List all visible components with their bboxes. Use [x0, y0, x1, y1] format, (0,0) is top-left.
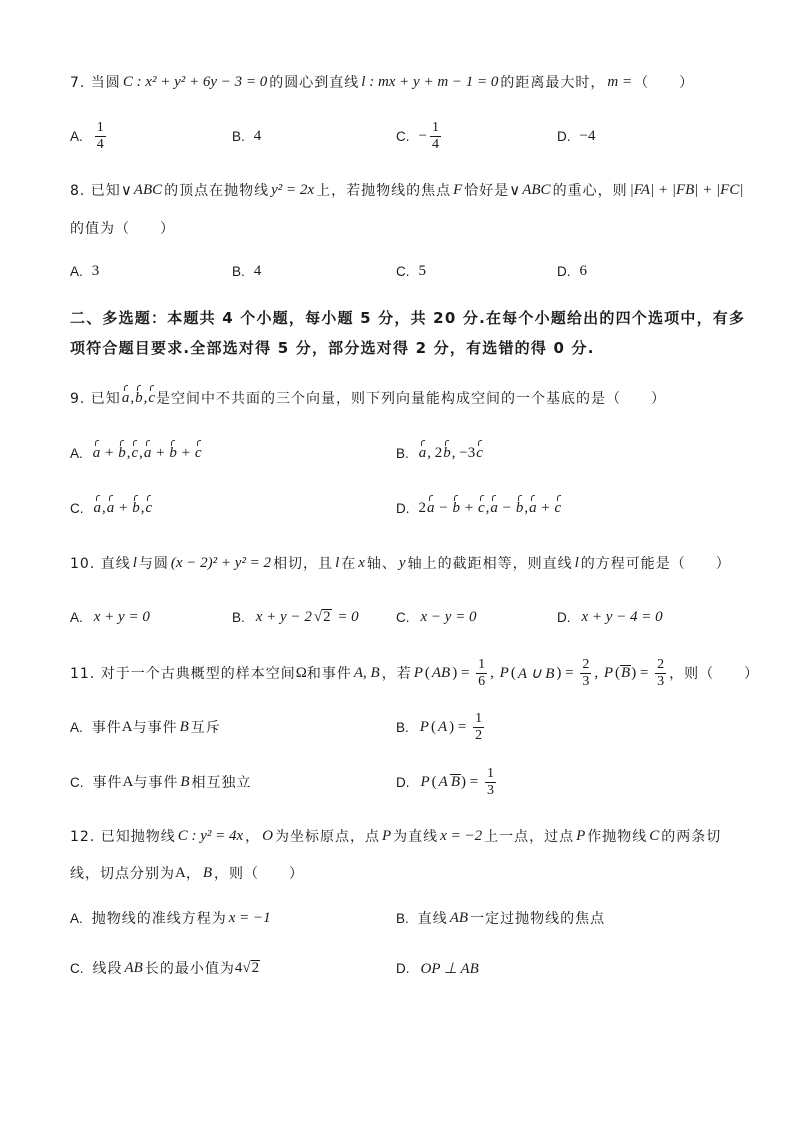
fraction-denominator: 4: [431, 136, 439, 152]
math-expression: = 0: [333, 608, 359, 625]
text-run: 的值为（ ）: [70, 221, 175, 237]
math-symbol: ,: [140, 499, 145, 516]
math-expression: l: [132, 554, 137, 571]
option-content: [92, 908, 273, 928]
math-expression: x = −2: [440, 827, 483, 844]
math-symbol: ,: [594, 664, 602, 681]
text-run: 的两条切: [661, 829, 722, 845]
vector-symbol: c: [145, 499, 153, 516]
option-content: [419, 120, 444, 153]
vector-symbol: c: [554, 499, 562, 516]
math-symbol: 4: [253, 127, 262, 144]
text-run: ，: [185, 866, 201, 882]
q10-option-c: [396, 607, 479, 627]
option-label: C.: [70, 774, 84, 790]
q10-stem: [70, 553, 731, 573]
math-expression: y: [398, 554, 406, 571]
math-symbol: −: [498, 499, 515, 516]
vector-symbol: a: [93, 499, 101, 516]
q10-option-a: [70, 607, 152, 627]
math-symbol: ∨: [120, 182, 132, 199]
q11-option-c: [70, 772, 252, 792]
math-symbol: 6: [579, 262, 587, 279]
q8-stem-line-2: [70, 218, 175, 238]
vector-symbol: b: [135, 389, 143, 406]
math-expression: P: [420, 773, 430, 790]
math-symbol: ∨: [509, 182, 521, 199]
option-label: D.: [557, 128, 571, 144]
fraction-denominator: 3: [582, 673, 590, 689]
math-expression: F: [453, 181, 463, 198]
math-expression: x + y − 4 = 0: [581, 608, 663, 625]
q7-option-b: [232, 126, 261, 146]
q7-stem: [70, 72, 694, 92]
math-expression: m =: [607, 73, 633, 90]
option-label: C.: [396, 609, 410, 625]
math-symbol: ): [461, 773, 467, 790]
math-symbol: (: [424, 664, 430, 681]
fraction-denominator: 6: [478, 673, 486, 689]
option-label: A.: [70, 128, 83, 144]
math-symbol: −: [418, 127, 427, 144]
math-symbol: , 2: [427, 444, 443, 461]
math-expression: C : y² = 4x: [177, 827, 244, 844]
math-symbol: ,: [143, 389, 148, 406]
option-content: [419, 500, 563, 517]
q12-option-a: [70, 908, 273, 928]
math-symbol: +: [152, 444, 169, 461]
text-run: 10. 直线: [70, 556, 131, 572]
math-expression: AB: [431, 664, 451, 681]
math-expression: A, B: [353, 664, 380, 681]
math-symbol: =: [466, 773, 482, 790]
section-heading-line-2: 项符合题目要求.全部选对得 5 分，部分选对得 2 分，有选错的得 0 分.: [70, 339, 595, 357]
math-symbol: +: [537, 499, 554, 516]
math-symbol: , −3: [451, 444, 476, 461]
option-label: B.: [396, 719, 409, 735]
q9-option-b: [396, 443, 484, 463]
text-run: 与圆: [138, 556, 169, 572]
math-symbol: ): [452, 664, 458, 681]
math-expression: C : x² + y² + 6y − 3 = 0: [122, 73, 268, 90]
text-run: 上一点，过点: [484, 829, 575, 845]
math-symbol: ): [631, 664, 637, 681]
option-content: [580, 128, 596, 145]
text-run: 的距离最大时，: [500, 75, 606, 91]
vector-symbol: b: [132, 499, 140, 516]
math-expression: l : mx + y + m − 1 = 0: [361, 73, 499, 90]
text-run: 11. 对于一个古典概型的样本空间: [70, 666, 296, 682]
math-expression: |FA| + |FB| + |FC|: [629, 181, 744, 198]
fraction: [580, 657, 591, 690]
q9-option-c: [70, 498, 153, 518]
math-expression: P: [603, 664, 614, 681]
math-expression: (x − 2)² + y² = 2: [170, 554, 272, 571]
option-content: [254, 609, 361, 626]
q12-option-c: [70, 958, 260, 978]
math-expression: P: [499, 664, 509, 681]
option-content: [254, 263, 262, 280]
fraction-numerator: 1: [475, 710, 483, 726]
option-content: [418, 445, 484, 462]
math-symbol: −: [435, 499, 452, 516]
q11-option-d: [396, 765, 499, 798]
q9-option-a: [70, 443, 203, 463]
vector-symbol: a: [418, 444, 427, 461]
option-label: C.: [396, 263, 410, 279]
math-expression: ABC: [522, 181, 551, 198]
q9-option-d: [396, 498, 562, 518]
math-expression: l: [574, 554, 579, 571]
q8-stem-line-1: [70, 180, 745, 200]
math-symbol: (: [430, 718, 436, 735]
math-symbol: A: [121, 718, 133, 735]
math-symbol: 3: [91, 262, 100, 279]
overlined-symbol: 2: [251, 960, 260, 976]
text-run: 和事件: [306, 666, 352, 682]
math-expression: AB: [124, 959, 143, 976]
text-run: ，则（ ）: [669, 666, 760, 682]
math-expression: O: [262, 827, 273, 844]
math-expression: x + y = 0: [93, 608, 150, 625]
math-symbol: =: [636, 664, 653, 681]
math-expression: P: [413, 664, 423, 681]
option-label: C.: [70, 960, 84, 976]
text-run: 长的最小值为: [144, 961, 235, 977]
option-content: [254, 128, 262, 145]
math-expression: OP ⊥ AB: [420, 960, 479, 977]
text-run: 上，若抛物线的焦点: [316, 183, 452, 199]
math-symbol: =: [561, 664, 578, 681]
math-expression: B: [179, 718, 189, 735]
fraction: [655, 657, 666, 690]
option-label: D.: [557, 263, 571, 279]
math-symbol: A: [122, 773, 134, 790]
math-symbol: ): [449, 718, 455, 735]
vector-symbol: a: [427, 499, 435, 516]
text-run: 是空间中不共面的三个向量，则下列向量能构成空间的一个基底的是（ ）: [155, 391, 666, 407]
math-symbol: ,: [485, 499, 490, 516]
math-expression: ABC: [133, 181, 163, 198]
text-run: ，若: [381, 666, 412, 682]
option-label: A.: [70, 609, 83, 625]
option-content: [419, 263, 427, 280]
option-label: D.: [396, 500, 410, 516]
vector-symbol: a: [529, 499, 537, 516]
fraction-denominator: 2: [475, 727, 483, 743]
option-content: [418, 908, 605, 928]
vector-symbol: b: [443, 444, 451, 461]
q7-option-a: [70, 119, 109, 152]
text-run: 直线: [417, 911, 448, 927]
math-expression: y² = 2x: [271, 181, 315, 198]
q8-option-d: [557, 261, 587, 281]
q8-option-a: [70, 261, 99, 281]
vector-symbol: a: [121, 389, 130, 406]
text-run: 的圆心到直线: [269, 75, 360, 91]
option-label: B.: [396, 445, 409, 461]
math-symbol: +: [177, 444, 194, 461]
text-run: 轴上的截距相等，则直线: [407, 556, 573, 572]
q11-option-a: [70, 717, 221, 737]
fraction-numerator: 2: [657, 656, 665, 672]
overlined-symbol: B: [621, 665, 631, 681]
option-label: B.: [232, 128, 245, 144]
math-symbol: ,: [130, 389, 135, 406]
option-label: A.: [70, 445, 83, 461]
text-run: 线，切点分别为: [70, 866, 175, 882]
q10-option-b: [232, 607, 361, 627]
text-run: 7. 当圆: [70, 75, 121, 91]
vector-symbol: a: [92, 444, 101, 461]
math-symbol: √: [313, 608, 323, 625]
math-expression: P: [382, 827, 392, 844]
fraction-numerator: 1: [96, 119, 104, 135]
math-symbol: 5: [418, 262, 426, 279]
option-label: B.: [396, 910, 409, 926]
option-label: A.: [70, 263, 83, 279]
option-content: [92, 120, 109, 153]
option-label: C.: [396, 128, 410, 144]
text-run: 与事件: [132, 720, 178, 736]
math-expression: A: [438, 773, 448, 790]
text-run: 为直线: [393, 829, 439, 845]
math-symbol: (: [510, 664, 516, 681]
fraction-numerator: 1: [478, 656, 486, 672]
math-expression: AB: [449, 909, 469, 926]
text-run: 为坐标原点，点: [275, 829, 380, 845]
fraction-denominator: 4: [96, 136, 104, 152]
text-run: ，则（ ）: [214, 866, 305, 882]
text-run: 的方程可能是（ ）: [580, 556, 731, 572]
option-label: D.: [396, 774, 410, 790]
option-content: [580, 609, 665, 626]
option-content: [93, 958, 261, 978]
vector-symbol: c: [194, 444, 202, 461]
option-label: A.: [70, 719, 83, 735]
text-run: 一定过抛物线的焦点: [470, 911, 606, 927]
math-expression: B: [180, 773, 190, 790]
text-run: 作抛物线: [587, 829, 648, 845]
option-content: [419, 959, 481, 978]
math-symbol: 2: [418, 499, 426, 516]
math-symbol: ,: [126, 444, 131, 461]
vector-symbol: b: [169, 444, 177, 461]
fraction: [95, 120, 106, 153]
option-content: [92, 717, 221, 737]
math-symbol: 4: [234, 959, 243, 976]
text-run: 相切，且: [273, 556, 334, 572]
math-symbol: 4: [253, 262, 262, 279]
option-content: [92, 609, 152, 626]
section-heading-line-1: 二、多选题：本题共 4 个小题，每小题 5 分，共 20 分.在每个小题给出的四个选项中，有多: [70, 309, 746, 327]
math-symbol: +: [460, 499, 477, 516]
vector-symbol: a: [143, 444, 152, 461]
math-expression: A ∪ B: [517, 665, 555, 682]
text-run: 互斥: [190, 720, 221, 736]
text-run: 8. 已知: [70, 183, 121, 199]
math-symbol: (: [431, 773, 437, 790]
q12-option-b: [396, 908, 605, 928]
text-run: 线段: [92, 961, 123, 977]
option-label: C.: [70, 500, 84, 516]
math-symbol: ,: [139, 444, 143, 461]
vector-symbol: a: [490, 499, 498, 516]
text-run: 轴、: [366, 556, 397, 572]
math-expression: A: [437, 718, 448, 735]
q8-option-c: [396, 261, 426, 281]
math-symbol: ,: [524, 499, 529, 516]
text-run: 事件: [91, 720, 122, 736]
text-run: （ ）: [634, 75, 695, 91]
math-symbol: +: [115, 499, 132, 516]
fraction-numerator: 1: [431, 119, 439, 135]
math-symbol: ,: [490, 664, 498, 681]
text-run: 9. 已知: [70, 391, 121, 407]
text-run: ，: [245, 829, 261, 845]
math-symbol: Ω: [295, 664, 307, 681]
text-run: 恰好是: [464, 183, 510, 199]
vector-symbol: b: [452, 499, 460, 516]
math-symbol: (: [615, 664, 621, 681]
q12-stem-line-1: [70, 826, 721, 846]
overlined-symbol: B: [450, 774, 461, 790]
vector-symbol: c: [477, 499, 485, 516]
math-expression: P: [419, 718, 429, 735]
math-symbol: +: [101, 444, 118, 461]
option-content: [92, 263, 100, 280]
fraction-denominator: 3: [657, 673, 665, 689]
vector-symbol: b: [515, 499, 524, 516]
q12-option-d: [396, 958, 481, 978]
math-expression: x + y − 2: [255, 608, 312, 625]
math-symbol: ,: [102, 499, 106, 516]
vector-symbol: a: [106, 499, 115, 516]
math-symbol: ): [556, 664, 562, 681]
option-content: [580, 263, 588, 280]
q10-option-d: [557, 607, 665, 627]
math-symbol: A: [175, 864, 186, 881]
text-run: 的重心，则: [552, 183, 628, 199]
text-run: 抛物线的准线方程为: [91, 911, 227, 927]
option-content: [93, 500, 154, 517]
text-run: 在: [341, 556, 357, 572]
vector-symbol: c: [131, 444, 139, 461]
option-label: B.: [232, 609, 245, 625]
option-label: D.: [396, 960, 410, 976]
option-content: [418, 711, 487, 744]
text-run: 事件: [92, 775, 123, 791]
q11-stem: [70, 656, 760, 689]
fraction-numerator: 2: [582, 656, 590, 672]
q7-option-c: [396, 119, 444, 152]
math-expression: B: [202, 864, 213, 881]
fraction: [473, 711, 484, 744]
math-symbol: =: [454, 718, 471, 735]
q9-stem: [70, 388, 666, 408]
fraction: [476, 657, 487, 690]
text-run: 12. 已知抛物线: [70, 829, 176, 845]
math-expression: x − y = 0: [420, 608, 477, 625]
overlined-symbol: 2: [323, 609, 331, 625]
math-expression: C: [649, 827, 660, 844]
math-expression: l: [335, 554, 340, 571]
math-symbol: −4: [579, 127, 596, 144]
fraction-numerator: 1: [486, 765, 494, 781]
math-expression: x = −1: [228, 909, 271, 926]
option-label: A.: [70, 910, 83, 926]
fraction: [430, 120, 441, 153]
option-content: [419, 609, 479, 626]
math-symbol: =: [457, 664, 474, 681]
q11-option-b: [396, 710, 487, 743]
option-content: [419, 766, 499, 799]
fraction-denominator: 3: [486, 782, 494, 798]
option-content: [92, 445, 203, 462]
option-label: B.: [232, 263, 245, 279]
fraction: [485, 766, 496, 799]
vector-symbol: b: [118, 444, 126, 461]
option-label: D.: [557, 609, 571, 625]
q7-option-d: [557, 126, 595, 146]
math-expression: P: [576, 827, 586, 844]
vector-symbol: c: [148, 389, 155, 406]
text-run: 相互独立: [191, 775, 252, 791]
text-run: 与事件: [133, 775, 179, 791]
option-content: [93, 772, 252, 792]
math-expression: x: [358, 554, 365, 571]
math-symbol: √: [242, 959, 251, 976]
text-run: 的顶点在抛物线: [164, 183, 270, 199]
vector-symbol: c: [476, 444, 483, 461]
q8-option-b: [232, 261, 261, 281]
q12-stem-line-2: [70, 863, 304, 883]
